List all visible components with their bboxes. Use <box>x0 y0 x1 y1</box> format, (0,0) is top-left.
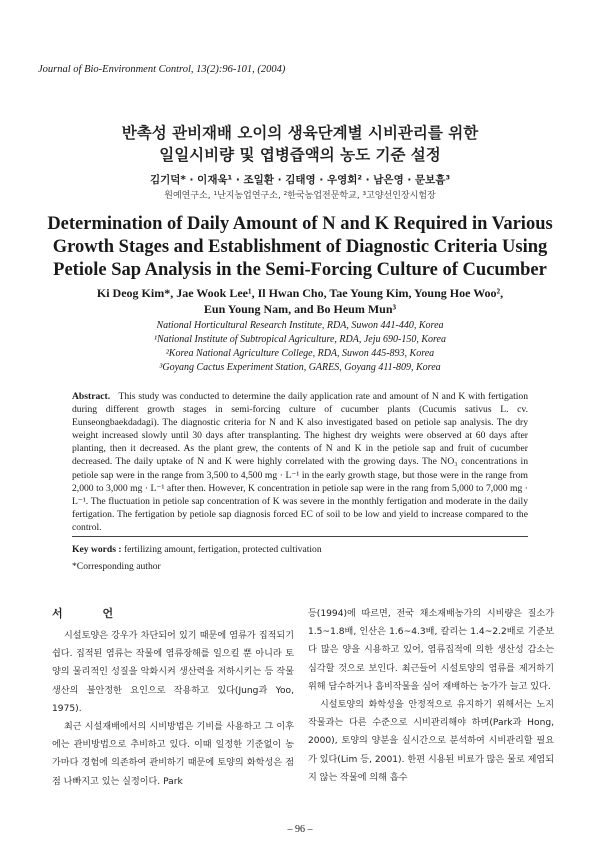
journal-header: Journal of Bio-Environment Control, 13(2):96-101, (2004) <box>38 64 286 75</box>
keywords <box>72 544 322 555</box>
abstract <box>72 390 528 534</box>
affiliation-4: ³Goyang Cactus Experiment Station, GARES, Goyang 411-809, Korea <box>159 362 441 373</box>
page-number: – 96 – <box>287 824 313 835</box>
korean-title-line1: 반촉성 관비재배 오이의 생육단계별 시비관리를 위한 <box>121 124 479 142</box>
korean-affiliations: 원예연구소, ¹난지농업연구소, ²한국농업전문학교, ³고양선인장시험장 <box>164 191 436 201</box>
keywords-text: fertilizing amount, fertigation, protected cultivation <box>123 544 322 555</box>
english-title-line2: Growth Stages and Establishment of Diagnostic Criteria Using <box>52 237 548 257</box>
keywords-label: Key words : <box>72 544 122 555</box>
right-paragraph-2: 시설토양의 화학성을 안정적으로 유지하기 위해서는 노지작물과는 다른 수준으로 시비관리해야 하며(Park과 Hong, 2000), 토양의 양분을 실시간으로 분석하여 시비관리할 필요가 있다(Lim 등, 2001). 한편 시용된 비료가 많은 물로 제염되지 않는 작물에 의해 흡수 <box>308 700 554 783</box>
left-paragraph-2: 최근 시설재배에서의 시비방법은 기비를 사용하고 그 이후에는 관비방법으로 추비하고 있다. 이때 일정한 기준없이 농가마다 경험에 의존하여 관비하기 때문에 토양의 화학성은 점점 나빠지고 있는 실정이다. Park <box>52 722 294 787</box>
body-right-column <box>308 605 554 787</box>
english-authors-line2: Eun Young Nam, and Bo Heum Mun³ <box>203 302 397 316</box>
abstract-label: Abstract. <box>72 391 111 402</box>
english-title-line1: Determination of Daily Amount of N and K Required in Various <box>47 214 553 234</box>
abstract-divider <box>72 536 528 537</box>
section-heading: 서 언 <box>52 607 132 620</box>
english-authors-line1: Ki Deog Kim*, Jae Wook Lee¹, Il Hwan Cho, Tae Young Kim, Young Hoe Woo², <box>96 286 504 300</box>
affiliation-3: ²Korea National Agriculture College, RDA, Suwon 445-893, Korea <box>165 348 435 359</box>
right-paragraph-1: 등(1994)에 따르면, 전국 채소재배농가의 시비량은 질소가 1.5~1.8배, 인산은 1.6~4.3배, 칼리는 1.4~2.2배로 기준보다 많은 양을 시용하고 있어, 염류집적에 의한 생산성 감소는 심각할 것으로 보인다. 최근들어 시설토양의 염류를 제거하기 위해 담수하거나 흡비작물을 심어 재배하는 농가가 늘고 있다. <box>308 609 554 692</box>
corresponding-author-note: *Corresponding author <box>72 561 161 572</box>
korean-authors: 김기덕* · 이재욱¹ · 조일환 · 김태영 · 우영회² · 남은영 · 문보흠³ <box>149 174 451 186</box>
affiliation-2: ¹National Institute of Subtropical Agriculture, RDA, Jeju 690-150, Korea <box>154 334 446 345</box>
left-paragraph-1: 시설토양은 강우가 차단되어 있기 때문에 염류가 집적되기 쉽다. 집적된 염류는 작물에 염류장해를 일으킬 뿐 아니라 토양의 물리적인 성질을 악화시켜 생산력을 저하시키는 등 작물생산의 불안정한 요인으로 작용하고 있다(Jung과 Yoo, 1975). <box>52 631 294 714</box>
korean-title-line2: 일일시비량 및 엽병즙액의 농도 기준 설정 <box>159 146 441 164</box>
affiliation-1: National Horticultural Research Institute, RDA, Suwon 441-440, Korea <box>156 320 444 331</box>
english-title-line3: Petiole Sap Analysis in the Semi-Forcing Culture of Cucumber <box>53 260 547 280</box>
body-left-column <box>52 605 294 791</box>
abstract-text: This study was conducted to determine the daily application rate and amount of N and K with fertigation during different growth stages in semi-forcing culture of cucumber plants (Cucumis sativus L. cv. Eunseongbaekdadagi). The diagnostic criteria for N and K also investigated based on petiole sap analysis. The dry weight increased slowly until 30 days after transplanting. The highest dry weights were observed at 60 days after planting, then it decreased. As the plant grew, the contents of N and K in the petiole sap and fruit of cucumber decreased. The daily uptake of N and K were highly correlated with the growing days. The NO₃ concentrations in petiole sap were in the range from 3,500 to 4,500 mg · L⁻¹ in the early growth stage, but those were in the range from 2,000 to 3,000 mg · L⁻¹ after then. However, K concentration in petiole sap were in the rang from 5,000 to 7,000 mg · L⁻¹. The fluctuation in petiole sap concentration of K was severe in the monthly fertigation and moderate in the daily fertigation. The fertigation by petiole sap diagnosis forced EC of soil to be low and yield to increase compared to the control. <box>72 391 529 533</box>
